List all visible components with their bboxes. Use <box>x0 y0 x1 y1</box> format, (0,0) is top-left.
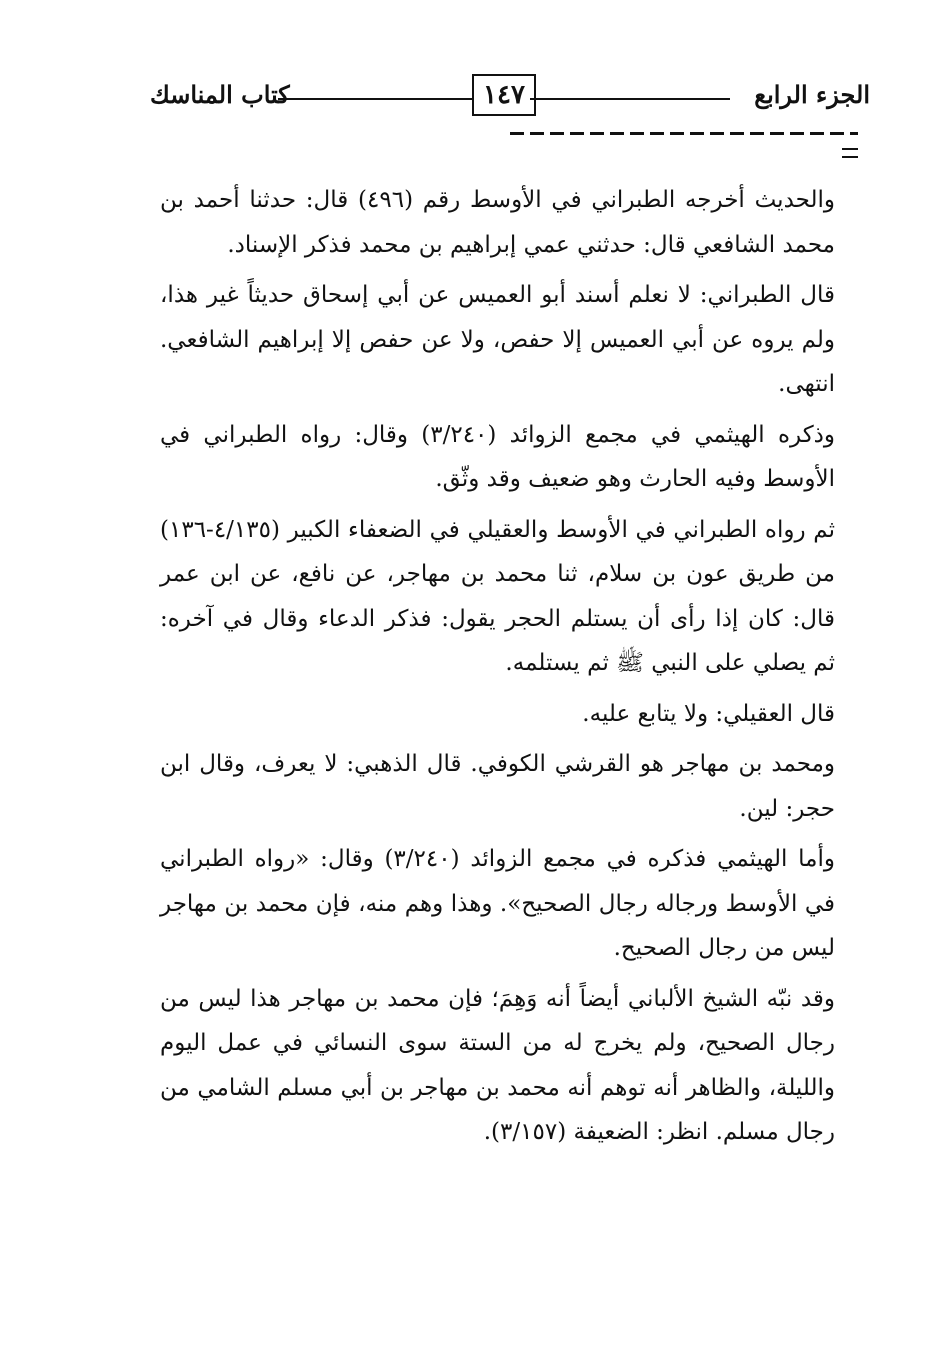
page-header <box>150 66 870 126</box>
header-dashed-separator <box>510 132 858 135</box>
paragraph-3: وذكره الهيثمي في مجمع الزوائد (٣/٢٤٠) وقال: رواه الطبراني في الأوسط وفيه الحارث وهو ضعيف وقد وثّق. <box>160 421 835 492</box>
book-title: كتاب المناسك <box>150 80 290 109</box>
paragraph-1: والحديث أخرجه الطبراني في الأوسط رقم (٤٩٦) قال: حدثنا أحمد بن محمد الشافعي قال: حدثني عمي إبراهيم بن محمد فذكر الإسناد. <box>160 187 835 258</box>
paragraph-5: قال العقيلي: ولا يتابع عليه. <box>582 700 835 727</box>
header-rule-right <box>530 98 730 100</box>
paragraph-8: وقد نبّه الشيخ الألباني أيضاً أنه وَهِمَ؛ فإن محمد بن مهاجر هذا ليس من رجال الصحيح، ولم يخرج له من الستة سوى النسائي في عمل اليوم والليلة، والظاهر أنه توهم أنه محمد بن مهاجر بن أبي مسلم الشامي من رجال مسلم. انظر: الضعيفة (٣/١٥٧). <box>160 985 835 1145</box>
paragraph-4: ثم رواه الطبراني في الأوسط والعقيلي في الضعفاء الكبير (٤/١٣٥-١٣٦) من طريق عون بن سلام، ثنا محمد بن مهاجر، عن نافع، عن ابن عمر قال: كان إذا رأى أن يستلم الحجر يقول: فذكر الدعاء وقال في آخره: ثم يصلي على النبي ﷺ ثم يستلمه. <box>160 516 835 676</box>
header-double-rule <box>842 148 858 158</box>
header-rule-left <box>278 98 473 100</box>
paragraph-2: قال الطبراني: لا نعلم أسند أبو العميس عن أبي إسحاق حديثاً غير هذا، ولم يروه عن أبي العميس إلا حفص، ولا عن حفص إلا إبراهيم الشافعي. انتهى. <box>160 282 835 397</box>
paragraph-6: ومحمد بن مهاجر هو القرشي الكوفي. قال الذهبي: لا يعرف، وقال ابن حجر: لين. <box>160 751 835 822</box>
paragraph-7: وأما الهيثمي فذكره في مجمع الزوائد (٣/٢٤٠) وقال: «رواه الطبراني في الأوسط ورجاله رجال الصحيح». وهذا وهم منه، فإن محمد بن مهاجر ليس من رجال الصحيح. <box>160 846 836 961</box>
page-body <box>160 178 835 1161</box>
volume-title: الجزء الرابع <box>754 80 870 109</box>
page-number: ١٤٧ <box>472 74 536 116</box>
